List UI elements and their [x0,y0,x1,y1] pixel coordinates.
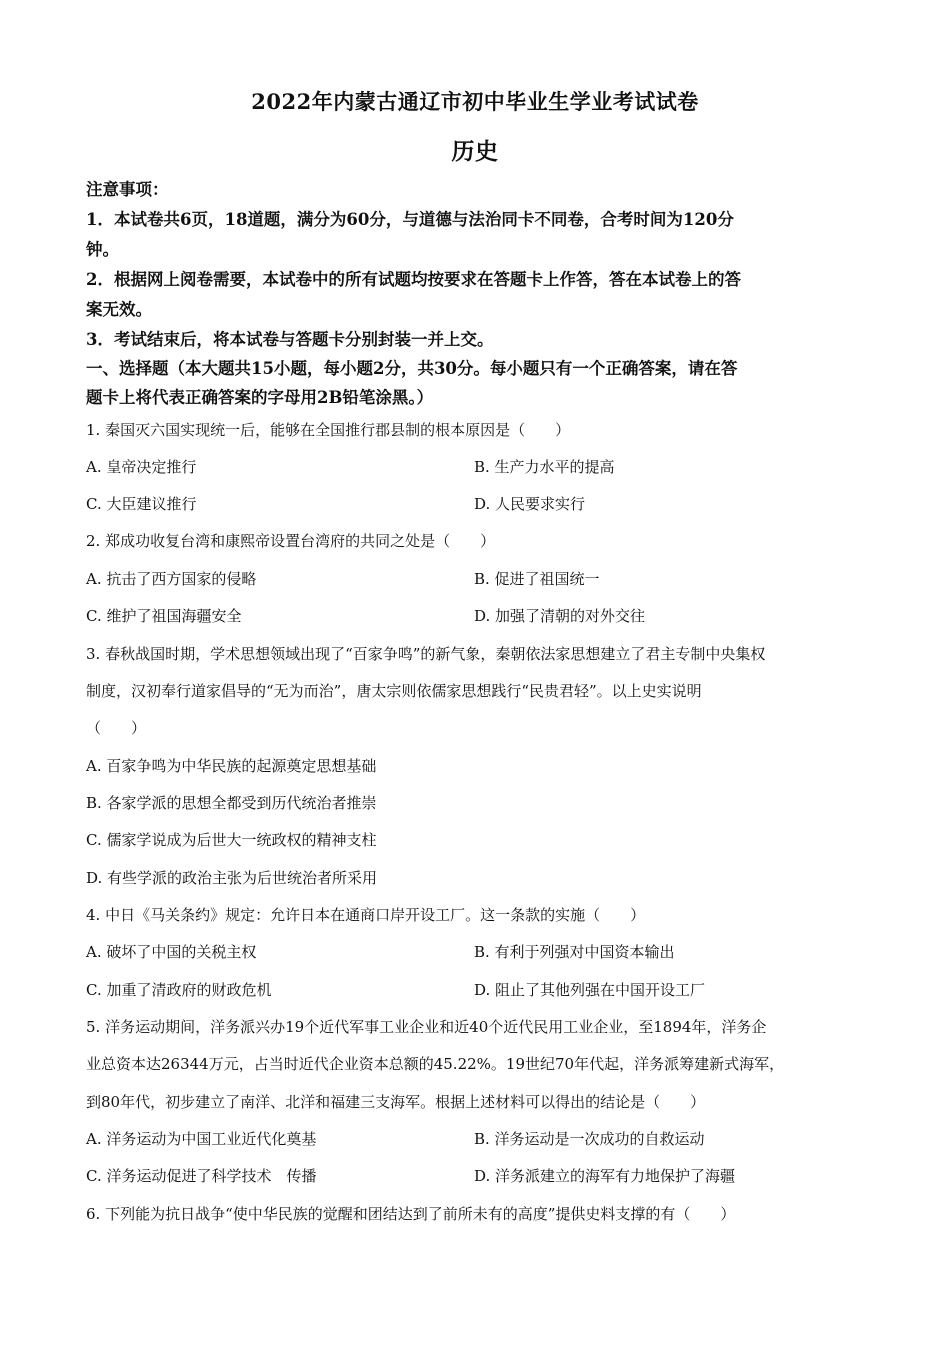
question-4-stem: 4. 中日《马关条约》规定：允许日本在通商口岸开设工厂。这一条款的实施（ ） [86,906,646,924]
question-4-option-d: D. 阻止了其他列强在中国开设工厂 [474,981,706,999]
section-heading-cont: 题卡上将代表正确答案的字母用2B铅笔涂黑。） [86,388,434,407]
question-3-stem-line-2: 制度，汉初奉行道家倡导的“无为而治”，唐太宗则依儒家思想践行“民贵君轻”。以上史实说明 [86,682,702,700]
question-1-stem: 1. 秦国灭六国实现统一后，能够在全国推行郡县制的根本原因是（ ） [86,421,571,439]
question-5-option-d: D. 洋务派建立的海军有力地保护了海疆 [474,1167,736,1185]
question-4-option-a: A. 破坏了中国的关税主权 [86,943,257,961]
question-2-option-c: C. 维护了祖国海疆安全 [86,607,242,625]
question-4-option-b: B. 有利于列强对中国资本输出 [474,943,675,961]
question-1-option-c: C. 大臣建议推行 [86,495,197,513]
question-3-option-b: B. 各家学派的思想全都受到历代统治者推崇 [86,794,377,812]
question-5-option-a: A. 洋务运动为中国工业近代化奠基 [86,1130,317,1148]
note-2: 2．根据网上阅卷需要，本试卷中的所有试题均按要求在答题卡上作答，答在本试卷上的答 [86,270,741,289]
question-5-option-c: C. 洋务运动促进了科学技术 传播 [86,1167,317,1185]
question-3-option-c: C. 儒家学说成为后世大一统政权的精神支柱 [86,831,377,849]
question-2-option-b: B. 促进了祖国统一 [474,570,600,588]
question-5-stem-line-3: 到80年代，初步建立了南洋、北洋和福建三支海军。根据上述材料可以得出的结论是（ ） [86,1093,706,1111]
question-3-option-d: D. 有些学派的政治主张为后世统治者所采用 [86,869,378,887]
question-2-stem: 2. 郑成功收复台湾和康熙帝设置台湾府的共同之处是（ ） [86,532,496,550]
note-1-cont: 钟。 [86,240,119,259]
exam-title: 2022年内蒙古通辽市初中毕业生学业考试试卷 [251,89,699,114]
question-4-option-c: C. 加重了清政府的财政危机 [86,981,272,999]
note-1: 1．本试卷共6页，18道题，满分为60分，与道德与法治同卡不同卷，合考时间为120分 [86,210,734,229]
question-3-stem: 3. 春秋战国时期，学术思想领域出现了“百家争鸣”的新气象，秦朝依法家思想建立了君主专制中央集权 [86,645,766,663]
question-1-option-a: A. 皇帝决定推行 [86,458,197,476]
question-2-option-a: A. 抗击了西方国家的侵略 [86,570,257,588]
question-5-stem-line-2: 业总资本达26344万元，占当时近代企业资本总额的45.22%。19世纪70年代起，洋务派筹建新式海军， [86,1055,785,1073]
note-3: 3．考试结束后，将本试卷与答题卡分别封装一并上交。 [86,330,494,349]
subject-title: 历史 [451,138,499,165]
question-3-option-a: A. 百家争鸣为中华民族的起源奠定思想基础 [86,757,377,775]
section-heading: 一、选择题（本大题共15小题，每小题2分，共30分。每小题只有一个正确答案，请在答 [86,359,738,378]
question-2-option-d: D. 加强了清朝的对外交往 [474,607,646,625]
note-2-cont: 案无效。 [86,300,152,319]
question-1-option-d: D. 人民要求实行 [474,495,586,513]
question-3-stem-line-3: （ ） [86,719,147,737]
question-5-stem: 5. 洋务运动期间，洋务派兴办19个近代军事工业企业和近40个近代民用工业企业，至1894年，洋务企 [86,1018,767,1036]
notes-heading: 注意事项： [86,180,169,199]
question-6-stem: 6. 下列能为抗日战争“使中华民族的觉醒和团结达到了前所未有的高度”提供史料支撑的有（ ） [86,1205,736,1223]
question-1-option-b: B. 生产力水平的提高 [474,458,615,476]
question-5-option-b: B. 洋务运动是一次成功的自救运动 [474,1130,705,1148]
